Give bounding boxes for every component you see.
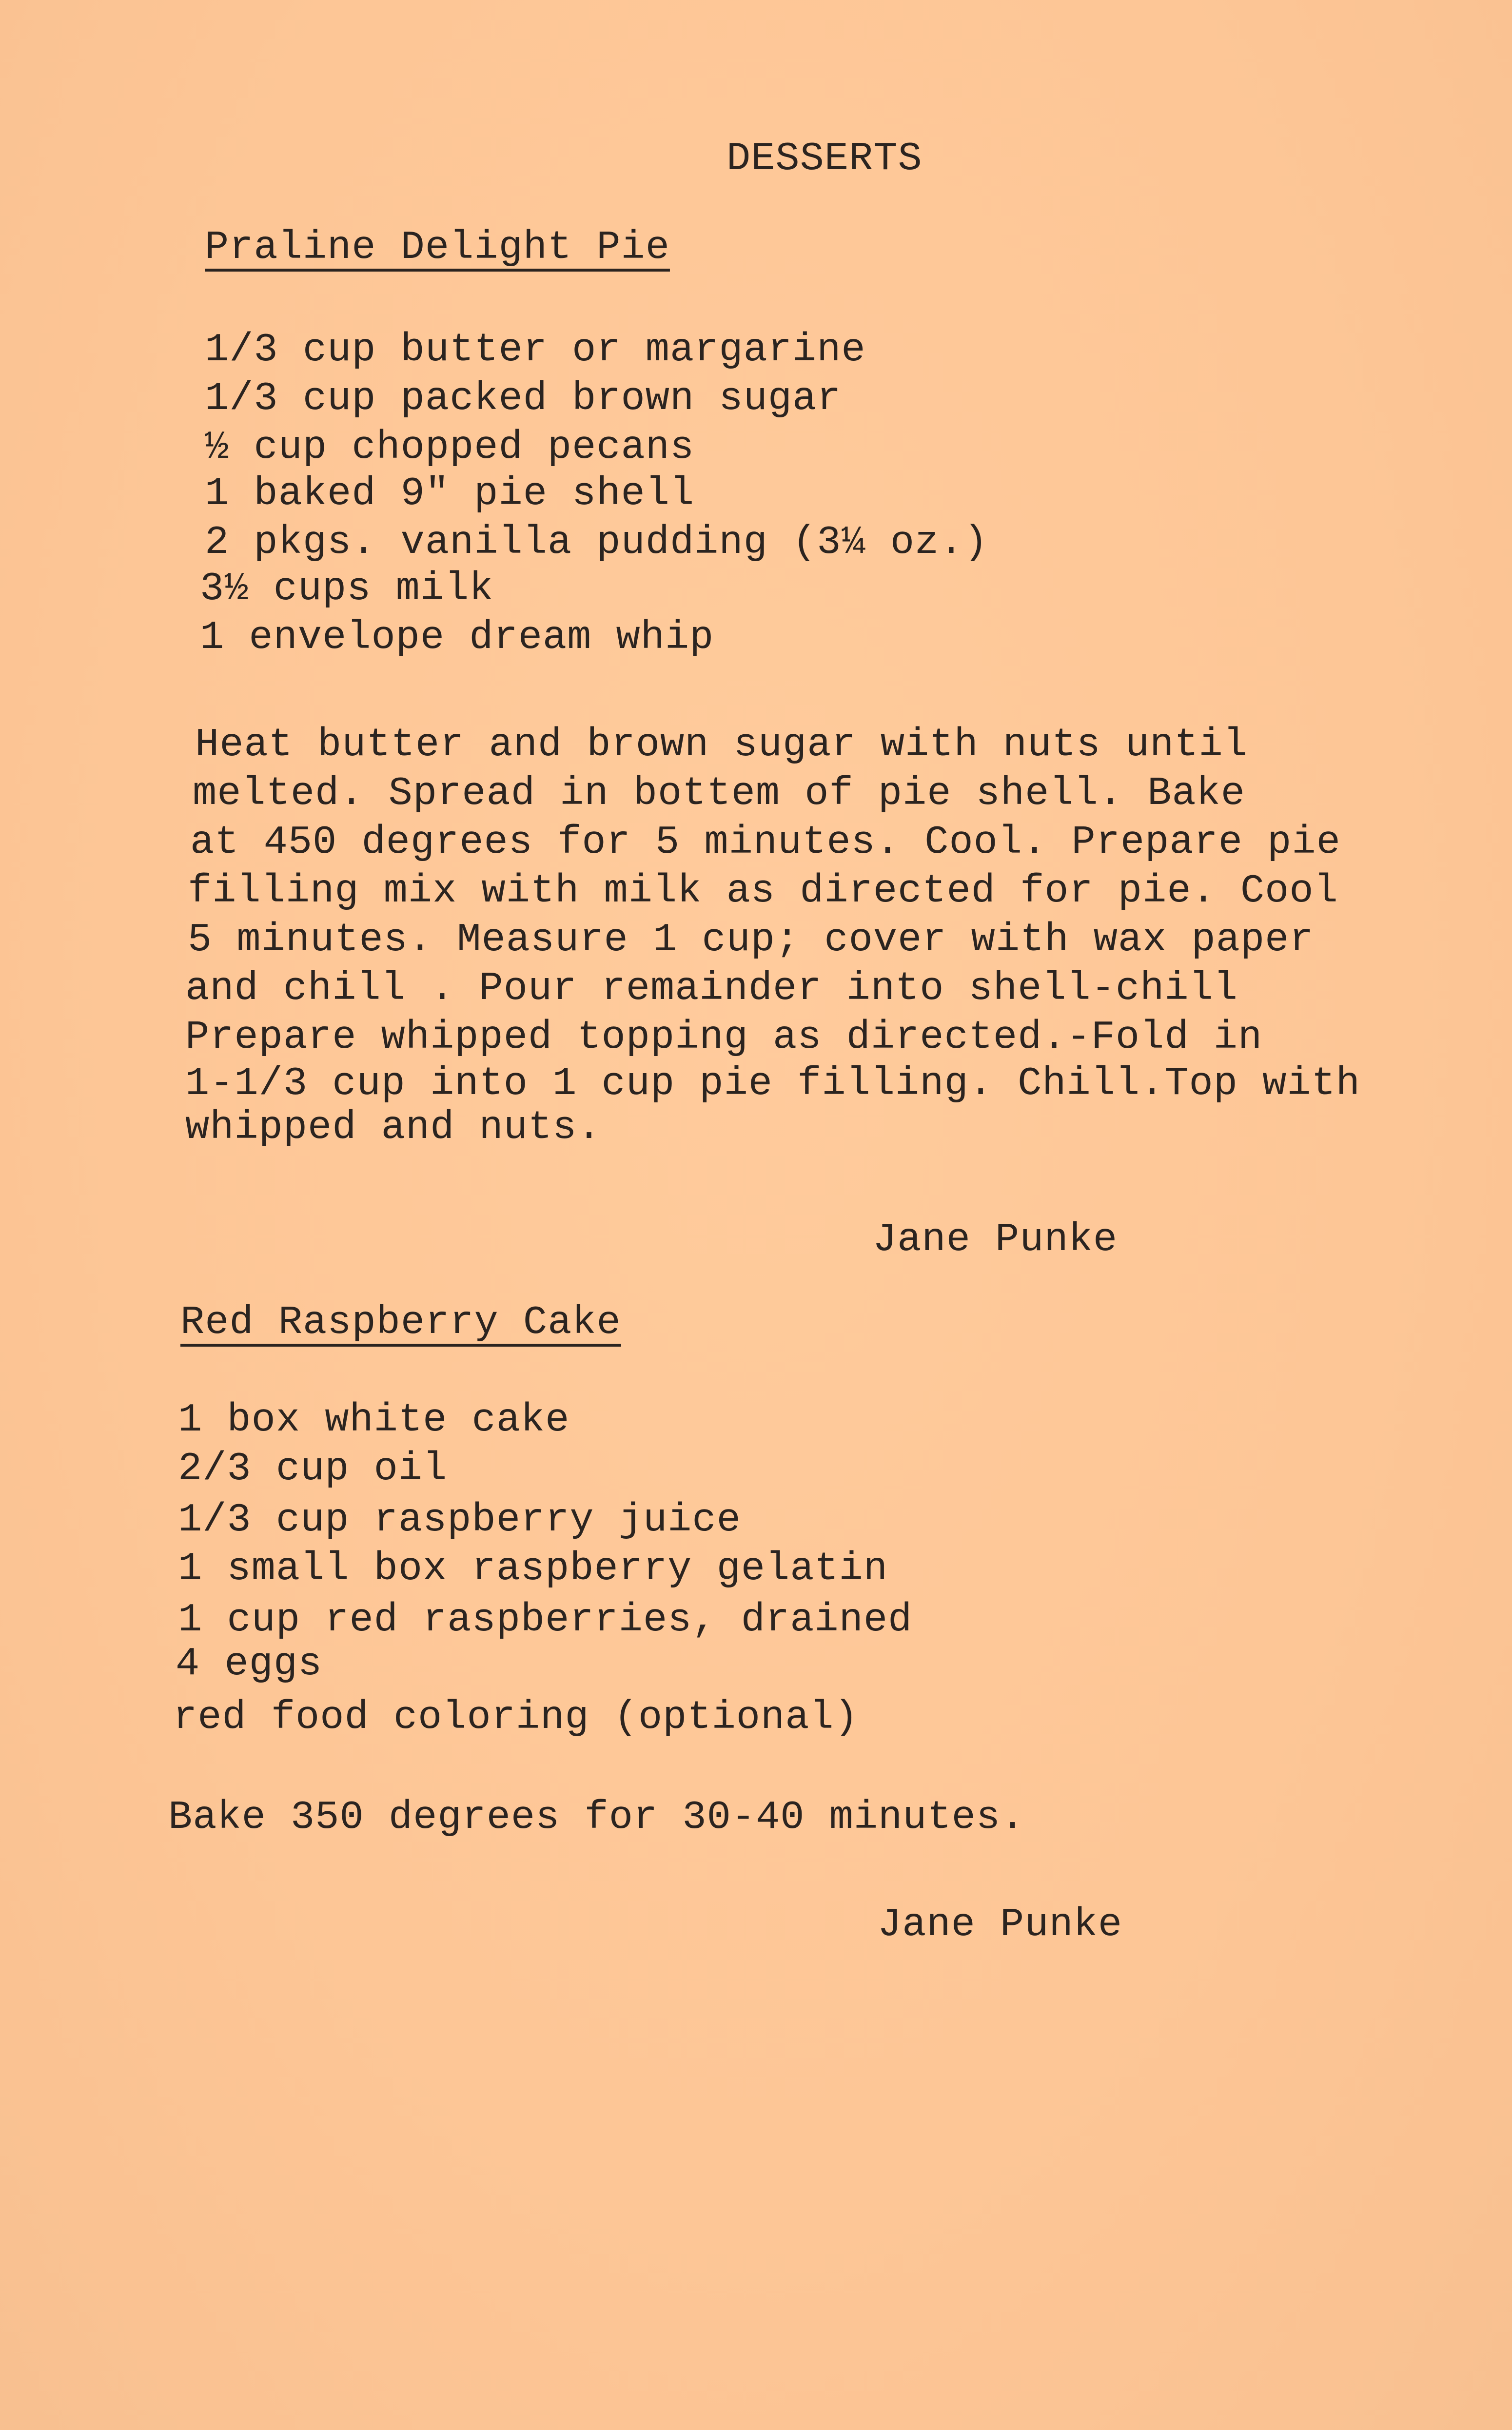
direction-line: at 450 degrees for 5 minutes. Cool. Prepare pie (190, 820, 1341, 865)
direction-line: whipped and nuts. (185, 1105, 602, 1150)
ingredient-line: 1 cup red raspberries, drained (178, 1597, 913, 1643)
ingredient-line: 1/3 cup packed brown sugar (205, 376, 842, 421)
ingredient-line: ½ cup chopped pecans (205, 425, 695, 470)
ingredient-line: 2/3 cup oil (178, 1446, 448, 1491)
ingredient-line: 2 pkgs. vanilla pudding (3¼ oz.) (205, 520, 988, 565)
direction-line: Prepare whipped topping as directed.-Fold in (185, 1015, 1263, 1060)
author-signature: Jane Punke (878, 1902, 1123, 1947)
ingredient-line: red food coloring (optional) (173, 1695, 859, 1740)
author-signature: Jane Punke (873, 1217, 1118, 1262)
direction-line: and chill . Pour remainder into shell-chill (185, 966, 1238, 1011)
ingredient-line: 1/3 cup raspberry juice (178, 1497, 741, 1543)
ingredient-line: 3½ cups milk (200, 566, 494, 611)
ingredient-line: 1 baked 9" pie shell (205, 471, 695, 516)
direction-line: filling mix with milk as directed for pie. Cool (188, 868, 1338, 914)
direction-line: 5 minutes. Measure 1 cup; cover with wax paper (188, 917, 1314, 962)
direction-line: 1-1/3 cup into 1 cup pie filling. Chill.Top with (185, 1061, 1360, 1106)
ingredient-line: 1/3 cup butter or margarine (205, 327, 866, 372)
recipe-title: Red Raspberry Cake (180, 1300, 621, 1345)
ingredient-line: 1 envelope dream whip (200, 615, 714, 660)
page-heading: DESSERTS (727, 136, 923, 181)
direction-line: Bake 350 degrees for 30-40 minutes. (168, 1795, 1025, 1840)
ingredient-line: 4 eggs (176, 1641, 323, 1686)
recipe-title: Praline Delight Pie (205, 225, 670, 270)
direction-line: Heat butter and brown sugar with nuts until (195, 722, 1248, 767)
ingredient-line: 1 box white cake (178, 1397, 570, 1443)
ingredient-line: 1 small box raspberry gelatin (178, 1546, 888, 1591)
direction-line: melted. Spread in bottem of pie shell. Bake (193, 771, 1245, 816)
